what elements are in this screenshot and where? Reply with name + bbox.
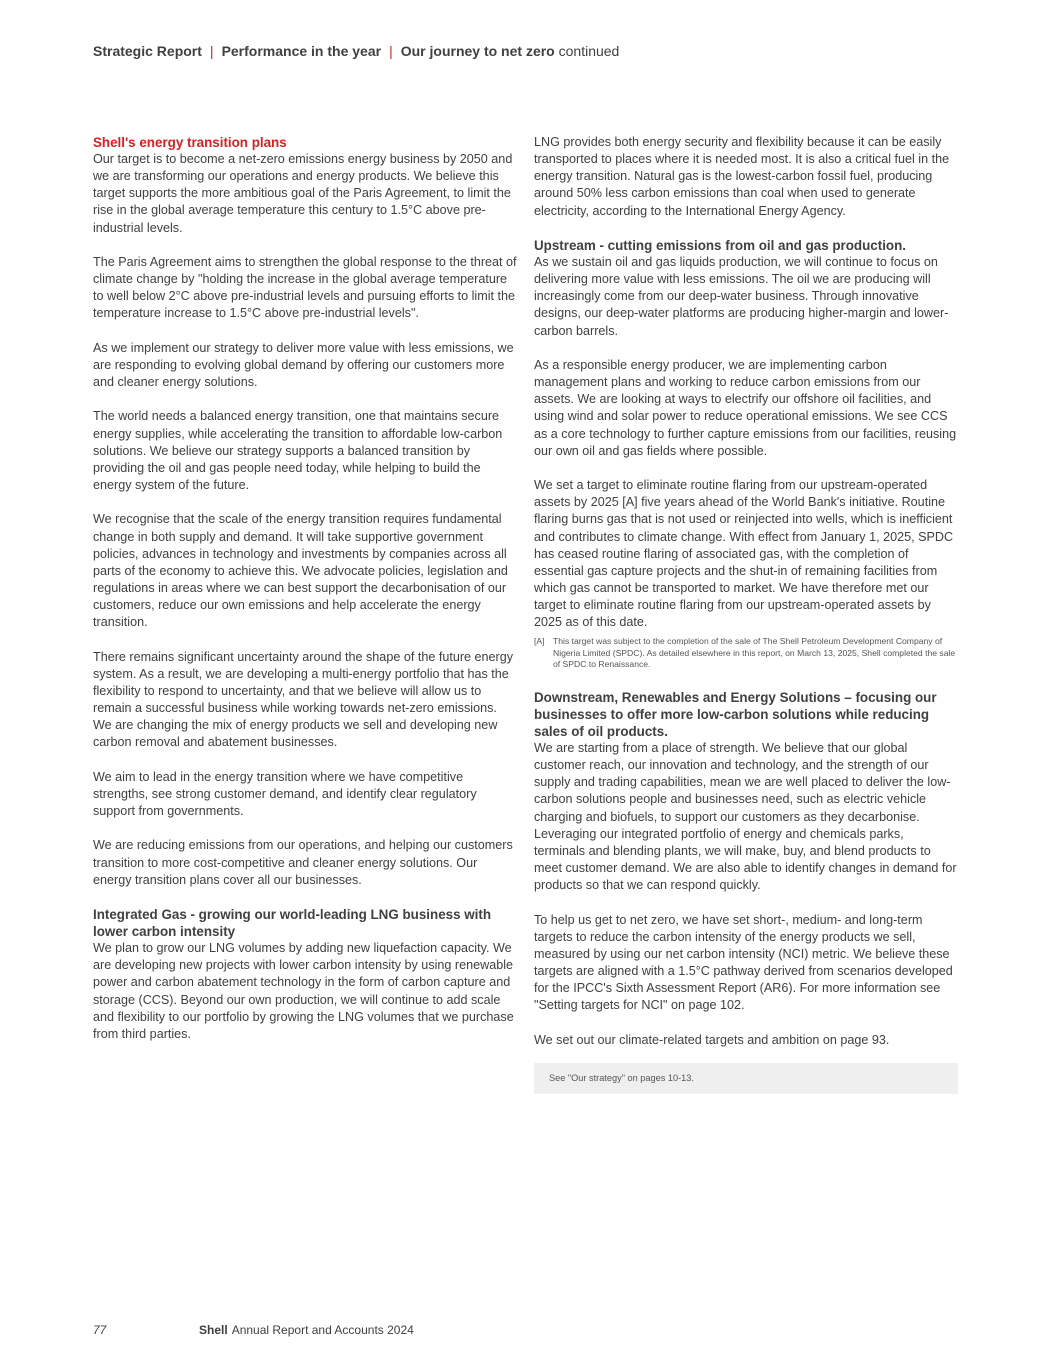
paragraph: We plan to grow our LNG volumes by adding new liquefaction capacity. We are developing new projects with lower carbon intensity by using renewable power and carbon abatement technology in the form of carbon capture and storage (CCS). Beyond our own production, we will continue to add scale and flexibility to our portfolio by growing the LNG volumes that we purchase from third parties. — [93, 941, 514, 1041]
paragraph: We are starting from a place of strength. We believe that our global customer reach, our innovation and technology, and the strength of our supply and trading capabilities, mean we are well placed to deliver the low-carbon solutions people and businesses need, such as electric vehicle charging and biofuels, to support our customers as they decarbonise. Leveraging our integrated portfolio of energy and chemicals parks, terminals and blending plants, we will make, buy, and blend products to meet customer demand. We are also able to identify changes in demand for products so that we can respond quickly. — [534, 740, 957, 893]
paragraph: To help us get to net zero, we have set short-, medium- and long-term targets to reduce the carbon intensity of the energy products we sell, measured by using our net carbon intensity (NCI) metric. We believe these targets are aligned with a 1.5°C pathway derived from scenarios developed for the IPCC's Sixth Assessment Report (AR6). For more information see "Setting targets for NCI" on page 102. — [534, 912, 953, 1013]
paragraph: As we sustain oil and gas liquids production, we will continue to focus on delivering more value with less emissions. The oil we are producing will increasingly come from our deep-water business. Through innovative designs, our deep-water platforms are producing higher-margin and lower-carbon barrels. — [534, 254, 949, 338]
right-column — [534, 134, 958, 1094]
paragraph: We set out our climate-related targets and ambition on page 93. — [534, 1032, 890, 1047]
paragraph: We set a target to eliminate routine flaring from our upstream-operated assets by 2025 [A] five years ahead of the World Bank's initiative. Routine flaring burns gas that is not used or reinjected into wells, which is inefficient and contributes to climate change. With effect from January 1, 2025, SPDC has ceased routine flaring of associated gas, with the completion of essential gas capture projects and the shut-in of remaining facilities from which gas cannot be transported to market. We have therefore met our target to eliminate routine flaring from our upstream-operated assets by 2025 as of this date. — [534, 478, 954, 630]
paragraph: Our target is to become a net-zero emissions energy business by 2050 and we are transforming our operations and energy products. We believe this target supports the more ambitious goal of the Paris Agreement, to limit the rise in the global average temperature this century to 1.5°C above pre-industrial levels. — [93, 152, 513, 235]
section-heading-upstream: Upstream - cutting emissions from oil and gas production. — [534, 237, 907, 253]
footnote-text: This target was subject to the completion of the sale of The Shell Petroleum Development Company of Nigeria Limited (SPDC). As detailed elsewhere in this report, on March 13, 2025, Shell completed the sale of SPDC to Renaissance. — [553, 636, 956, 670]
footer-brand: Shell — [199, 1323, 228, 1337]
paragraph: As we implement our strategy to deliver more value with less emissions, we are responding to evolving global demand by offering our customers more and cleaner energy solutions. — [93, 340, 514, 390]
left-column — [93, 134, 518, 1043]
footnote — [534, 636, 958, 671]
paragraph: There remains significant uncertainty around the shape of the future energy system. As a result, we are developing a multi-energy portfolio that has the flexibility to respond to uncertainty, and that we believe will allow us to remain a successful business while working towards net-zero emissions. We are changing the mix of energy products we sell and developing new carbon removal and abatement businesses. — [93, 649, 514, 750]
section-heading-integrated-gas: Integrated Gas - growing our world-leading LNG business with lower carbon intensity — [93, 907, 492, 940]
section-heading-energy-transition: Shell's energy transition plans — [93, 135, 287, 150]
strategy-reference-link[interactable]: See "Our strategy" on pages 10-13. — [549, 1073, 694, 1084]
paragraph: The world needs a balanced energy transition, one that maintains secure energy supplies, while accelerating the transition to affordable low-carbon solutions. We believe our strategy supports a balanced transition by providing the oil and gas people need today, while helping to build the energy system of the future. — [93, 409, 503, 493]
paragraph: We aim to lead in the energy transition where we have competitive strengths, see strong customer demand, and identify clear regulatory support from governments. — [93, 769, 477, 819]
breadcrumb-performance[interactable]: Performance in the year — [221, 43, 382, 59]
strategy-reference-box — [534, 1063, 958, 1094]
breadcrumb — [93, 42, 619, 60]
page-footer — [93, 1322, 414, 1338]
paragraph: We are reducing emissions from our operations, and helping our customers transition to more cost-competitive and cleaner energy solutions. Our energy transition plans cover all our businesses. — [93, 838, 513, 887]
breadcrumb-net-zero[interactable]: Our journey to net zero — [400, 43, 555, 59]
paragraph: The Paris Agreement aims to strengthen the global response to the threat of climate change by "holding the increase in the global average temperature to well below 2°C above pre-industrial levels and pursuing efforts to limit the temperature increase to 1.5°C above pre-industrial levels". — [93, 254, 517, 321]
footer-report-title: Annual Report and Accounts 2024 — [231, 1323, 414, 1337]
breadcrumb-separator: | — [389, 43, 393, 59]
paragraph: LNG provides both energy security and flexibility because it can be easily transported to places where it is needed most. It is also a critical fuel in the energy transition. Natural gas is the lowest-carbon fossil fuel, producing around 50% less carbon emissions than coal when used to generate electricity, according to the International Energy Agency. — [534, 135, 950, 218]
section-heading-downstream: Downstream, Renewables and Energy Solutions – focusing our businesses to offer more low-carbon solutions while reducing sales of oil products. — [534, 689, 937, 739]
breadcrumb-continued: continued — [558, 43, 620, 59]
page-number: 77 — [93, 1323, 107, 1337]
footnote-marker: [A] — [534, 636, 545, 647]
paragraph: We recognise that the scale of the energy transition requires fundamental change in both supply and demand. It will take supportive government policies, advances in technology and investments by companies across all parts of the economy to achieve this. We advocate policies, legislation and regulations in areas where we can best support the decarbonisation of our customers, reduce our own emissions and help accelerate the energy transition. — [93, 512, 508, 630]
breadcrumb-separator: | — [209, 43, 214, 59]
paragraph: As a responsible energy producer, we are implementing carbon management plans and working to reduce carbon emissions from our assets. We are looking at ways to electrify our offshore oil facilities, and using wind and solar power to reduce operational emissions. We see CCS as a core technology to further capture emissions from our facilities, reusing our own oil and gas fields where possible. — [534, 357, 957, 458]
breadcrumb-strategic-report[interactable]: Strategic Report — [93, 43, 202, 59]
